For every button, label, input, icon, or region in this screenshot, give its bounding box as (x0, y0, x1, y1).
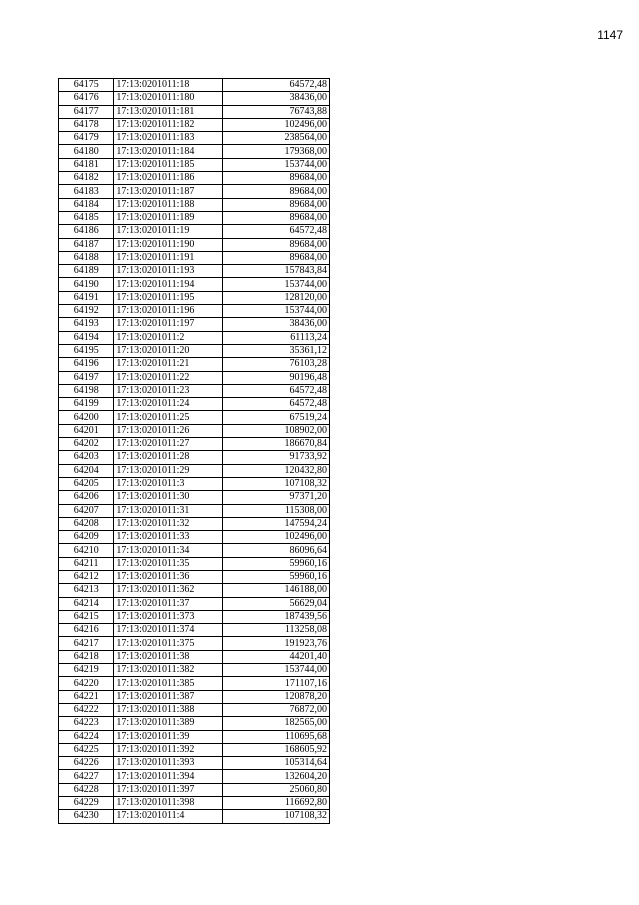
row-number-cell: 64211 (59, 557, 114, 570)
cadastral-number-cell: 17:13:0201011:375 (114, 637, 223, 650)
cadastral-value-cell: 59960,16 (223, 570, 330, 583)
table-row (59, 597, 330, 610)
row-number-cell: 64176 (59, 92, 114, 105)
row-number-cell: 64227 (59, 770, 114, 783)
row-number-cell: 64215 (59, 610, 114, 623)
cadastral-value-cell: 44201,40 (223, 650, 330, 663)
cadastral-number-cell: 17:13:0201011:189 (114, 211, 223, 224)
table-row (59, 743, 330, 756)
cadastral-number-cell: 17:13:0201011:182 (114, 118, 223, 131)
cadastral-value-cell: 191923,76 (223, 637, 330, 650)
table-row (59, 158, 330, 171)
cadastral-value-cell: 171107,16 (223, 677, 330, 690)
row-number-cell: 64202 (59, 438, 114, 451)
row-number-cell: 64177 (59, 105, 114, 118)
row-number-cell: 64193 (59, 318, 114, 331)
cadastral-number-cell: 17:13:0201011:387 (114, 690, 223, 703)
cadastral-number-cell: 17:13:0201011:29 (114, 464, 223, 477)
row-number-cell: 64199 (59, 398, 114, 411)
cadastral-value-cell: 105314,64 (223, 757, 330, 770)
row-number-cell: 64222 (59, 703, 114, 716)
row-number-cell: 64175 (59, 79, 114, 92)
table-row (59, 278, 330, 291)
table-row (59, 198, 330, 211)
cadastral-value-cell: 120432,80 (223, 464, 330, 477)
cadastral-number-cell: 17:13:0201011:27 (114, 438, 223, 451)
table-row (59, 531, 330, 544)
row-number-cell: 64205 (59, 477, 114, 490)
cadastral-value-cell: 38436,00 (223, 92, 330, 105)
row-number-cell: 64220 (59, 677, 114, 690)
row-number-cell: 64218 (59, 650, 114, 663)
cadastral-number-cell: 17:13:0201011:389 (114, 717, 223, 730)
row-number-cell: 64188 (59, 251, 114, 264)
cadastral-number-cell: 17:13:0201011:30 (114, 491, 223, 504)
table-row (59, 810, 330, 823)
cadastral-number-cell: 17:13:0201011:193 (114, 265, 223, 278)
cadastral-value-cell: 132604,20 (223, 770, 330, 783)
table-row (59, 238, 330, 251)
cadastral-number-cell: 17:13:0201011:398 (114, 797, 223, 810)
table-row (59, 624, 330, 637)
cadastral-number-cell: 17:13:0201011:35 (114, 557, 223, 570)
cadastral-number-cell: 17:13:0201011:362 (114, 584, 223, 597)
cadastral-value-cell: 128120,00 (223, 291, 330, 304)
cadastral-value-cell: 91733,92 (223, 451, 330, 464)
row-number-cell: 64208 (59, 517, 114, 530)
cadastral-number-cell: 17:13:0201011:23 (114, 384, 223, 397)
cadastral-value-cell: 67519,24 (223, 411, 330, 424)
cadastral-value-cell: 108902,00 (223, 424, 330, 437)
table-row (59, 664, 330, 677)
cadastral-number-cell: 17:13:0201011:385 (114, 677, 223, 690)
cadastral-number-cell: 17:13:0201011:18 (114, 79, 223, 92)
table-row (59, 211, 330, 224)
table-row (59, 610, 330, 623)
row-number-cell: 64195 (59, 344, 114, 357)
table-row (59, 318, 330, 331)
row-number-cell: 64213 (59, 584, 114, 597)
row-number-cell: 64180 (59, 145, 114, 158)
cadastral-value-cell: 64572,48 (223, 79, 330, 92)
row-number-cell: 64182 (59, 172, 114, 185)
cadastral-value-cell: 115308,00 (223, 504, 330, 517)
cadastral-number-cell: 17:13:0201011:190 (114, 238, 223, 251)
table-row (59, 79, 330, 92)
cadastral-value-cell: 76872,00 (223, 703, 330, 716)
table-row (59, 118, 330, 131)
cadastral-value-cell: 187439,56 (223, 610, 330, 623)
cadastral-value-cell: 89684,00 (223, 185, 330, 198)
row-number-cell: 64189 (59, 265, 114, 278)
row-number-cell: 64216 (59, 624, 114, 637)
row-number-cell: 64192 (59, 305, 114, 318)
row-number-cell: 64185 (59, 211, 114, 224)
table-row (59, 517, 330, 530)
cadastral-number-cell: 17:13:0201011:195 (114, 291, 223, 304)
cadastral-value-cell: 35361,12 (223, 344, 330, 357)
cadastral-number-cell: 17:13:0201011:37 (114, 597, 223, 610)
cadastral-value-cell: 146188,00 (223, 584, 330, 597)
cadastral-value-cell: 107108,32 (223, 810, 330, 823)
row-number-cell: 64230 (59, 810, 114, 823)
cadastral-value-cell: 157843,84 (223, 265, 330, 278)
table-row (59, 730, 330, 743)
table-row (59, 757, 330, 770)
cadastral-value-cell: 107108,32 (223, 477, 330, 490)
cadastral-number-cell: 17:13:0201011:3 (114, 477, 223, 490)
table-row (59, 544, 330, 557)
cadastral-value-cell: 153744,00 (223, 664, 330, 677)
cadastral-number-cell: 17:13:0201011:197 (114, 318, 223, 331)
cadastral-number-cell: 17:13:0201011:20 (114, 344, 223, 357)
table-row (59, 251, 330, 264)
cadastral-number-cell: 17:13:0201011:373 (114, 610, 223, 623)
row-number-cell: 64221 (59, 690, 114, 703)
cadastral-number-cell: 17:13:0201011:181 (114, 105, 223, 118)
cadastral-number-cell: 17:13:0201011:392 (114, 743, 223, 756)
cadastral-number-cell: 17:13:0201011:25 (114, 411, 223, 424)
row-number-cell: 64201 (59, 424, 114, 437)
table-row (59, 358, 330, 371)
table-row (59, 491, 330, 504)
cadastral-value-cell: 56629,04 (223, 597, 330, 610)
table-row (59, 225, 330, 238)
cadastral-number-cell: 17:13:0201011:34 (114, 544, 223, 557)
cadastral-value-cell: 90196,48 (223, 371, 330, 384)
cadastral-value-cell: 38436,00 (223, 318, 330, 331)
cadastral-value-cell: 102496,00 (223, 531, 330, 544)
cadastral-number-cell: 17:13:0201011:24 (114, 398, 223, 411)
cadastral-number-cell: 17:13:0201011:28 (114, 451, 223, 464)
row-number-cell: 64203 (59, 451, 114, 464)
cadastral-value-cell: 59960,16 (223, 557, 330, 570)
row-number-cell: 64197 (59, 371, 114, 384)
cadastral-number-cell: 17:13:0201011:393 (114, 757, 223, 770)
row-number-cell: 64214 (59, 597, 114, 610)
cadastral-value-cell: 153744,00 (223, 278, 330, 291)
table-row (59, 477, 330, 490)
cadastral-number-cell: 17:13:0201011:397 (114, 783, 223, 796)
table-row (59, 783, 330, 796)
row-number-cell: 64210 (59, 544, 114, 557)
cadastral-number-cell: 17:13:0201011:183 (114, 132, 223, 145)
page-number: 1147 (597, 28, 623, 42)
row-number-cell: 64194 (59, 331, 114, 344)
row-number-cell: 64219 (59, 664, 114, 677)
cadastral-number-cell: 17:13:0201011:26 (114, 424, 223, 437)
row-number-cell: 64204 (59, 464, 114, 477)
table-row (59, 717, 330, 730)
table-row (59, 637, 330, 650)
table-row (59, 411, 330, 424)
table-row (59, 570, 330, 583)
cadastral-number-cell: 17:13:0201011:39 (114, 730, 223, 743)
table-row (59, 92, 330, 105)
table-row (59, 504, 330, 517)
cadastral-value-cell: 153744,00 (223, 158, 330, 171)
table-row (59, 185, 330, 198)
table-row (59, 172, 330, 185)
cadastral-value-cell: 168605,92 (223, 743, 330, 756)
cadastral-value-cell: 89684,00 (223, 198, 330, 211)
cadastral-number-cell: 17:13:0201011:186 (114, 172, 223, 185)
cadastral-value-cell: 76103,28 (223, 358, 330, 371)
cadastral-value-cell: 113258,08 (223, 624, 330, 637)
cadastral-number-cell: 17:13:0201011:382 (114, 664, 223, 677)
table-row (59, 265, 330, 278)
row-number-cell: 64228 (59, 783, 114, 796)
table-row (59, 371, 330, 384)
cadastral-value-cell: 61113,24 (223, 331, 330, 344)
cadastral-value-cell: 25060,80 (223, 783, 330, 796)
row-number-cell: 64207 (59, 504, 114, 517)
cadastral-number-cell: 17:13:0201011:36 (114, 570, 223, 583)
cadastral-number-cell: 17:13:0201011:21 (114, 358, 223, 371)
cadastral-value-cell: 64572,48 (223, 225, 330, 238)
cadastral-number-cell: 17:13:0201011:38 (114, 650, 223, 663)
cadastral-value-cell: 89684,00 (223, 211, 330, 224)
table-row (59, 557, 330, 570)
row-number-cell: 64224 (59, 730, 114, 743)
cadastral-value-cell: 86096,64 (223, 544, 330, 557)
row-number-cell: 64200 (59, 411, 114, 424)
cadastral-number-cell: 17:13:0201011:22 (114, 371, 223, 384)
table-row (59, 424, 330, 437)
cadastral-value-cell: 89684,00 (223, 251, 330, 264)
cadastral-value-cell: 110695,68 (223, 730, 330, 743)
cadastral-value-cell: 186670,84 (223, 438, 330, 451)
row-number-cell: 64217 (59, 637, 114, 650)
table-row (59, 145, 330, 158)
table-row (59, 797, 330, 810)
cadastral-value-cell: 76743,88 (223, 105, 330, 118)
table-row (59, 331, 330, 344)
table-row (59, 398, 330, 411)
cadastral-value-cell: 102496,00 (223, 118, 330, 131)
cadastral-number-cell: 17:13:0201011:188 (114, 198, 223, 211)
cadastral-value-cell: 97371,20 (223, 491, 330, 504)
cadastral-value-cell: 179368,00 (223, 145, 330, 158)
row-number-cell: 64187 (59, 238, 114, 251)
table-row (59, 584, 330, 597)
cadastral-number-cell: 17:13:0201011:4 (114, 810, 223, 823)
cadastral-number-cell: 17:13:0201011:191 (114, 251, 223, 264)
row-number-cell: 64206 (59, 491, 114, 504)
row-number-cell: 64226 (59, 757, 114, 770)
row-number-cell: 64191 (59, 291, 114, 304)
cadastral-number-cell: 17:13:0201011:388 (114, 703, 223, 716)
table-row (59, 105, 330, 118)
row-number-cell: 64184 (59, 198, 114, 211)
cadastral-number-cell: 17:13:0201011:184 (114, 145, 223, 158)
row-number-cell: 64186 (59, 225, 114, 238)
cadastral-number-cell: 17:13:0201011:32 (114, 517, 223, 530)
row-number-cell: 64223 (59, 717, 114, 730)
row-number-cell: 64183 (59, 185, 114, 198)
table-body (59, 79, 330, 824)
table-row (59, 690, 330, 703)
cadastral-value-cell: 116692,80 (223, 797, 330, 810)
table-row (59, 650, 330, 663)
cadastral-number-cell: 17:13:0201011:19 (114, 225, 223, 238)
table-row (59, 344, 330, 357)
row-number-cell: 64209 (59, 531, 114, 544)
cadastral-number-cell: 17:13:0201011:194 (114, 278, 223, 291)
cadastral-number-cell: 17:13:0201011:374 (114, 624, 223, 637)
cadastral-number-cell: 17:13:0201011:33 (114, 531, 223, 544)
row-number-cell: 64229 (59, 797, 114, 810)
table-row (59, 770, 330, 783)
cadastral-number-cell: 17:13:0201011:31 (114, 504, 223, 517)
table-row (59, 451, 330, 464)
cadastral-number-cell: 17:13:0201011:187 (114, 185, 223, 198)
cadastral-number-cell: 17:13:0201011:394 (114, 770, 223, 783)
cadastral-value-cell: 120878,20 (223, 690, 330, 703)
cadastral-value-cell: 64572,48 (223, 384, 330, 397)
row-number-cell: 64198 (59, 384, 114, 397)
cadastral-value-cell: 89684,00 (223, 172, 330, 185)
cadastral-number-cell: 17:13:0201011:180 (114, 92, 223, 105)
row-number-cell: 64196 (59, 358, 114, 371)
cadastral-value-cell: 64572,48 (223, 398, 330, 411)
cadastral-value-cell: 147594,24 (223, 517, 330, 530)
table-row (59, 703, 330, 716)
row-number-cell: 64179 (59, 132, 114, 145)
table-row (59, 305, 330, 318)
table-row (59, 464, 330, 477)
table-row (59, 132, 330, 145)
table-row (59, 384, 330, 397)
row-number-cell: 64212 (59, 570, 114, 583)
cadastral-value-table (58, 78, 330, 824)
row-number-cell: 64190 (59, 278, 114, 291)
row-number-cell: 64181 (59, 158, 114, 171)
cadastral-value-cell: 182565,00 (223, 717, 330, 730)
cadastral-value-cell: 153744,00 (223, 305, 330, 318)
cadastral-number-cell: 17:13:0201011:196 (114, 305, 223, 318)
cadastral-value-cell: 89684,00 (223, 238, 330, 251)
row-number-cell: 64225 (59, 743, 114, 756)
table-row (59, 291, 330, 304)
table-row (59, 677, 330, 690)
cadastral-number-cell: 17:13:0201011:2 (114, 331, 223, 344)
row-number-cell: 64178 (59, 118, 114, 131)
cadastral-number-cell: 17:13:0201011:185 (114, 158, 223, 171)
table-row (59, 438, 330, 451)
cadastral-value-cell: 238564,00 (223, 132, 330, 145)
